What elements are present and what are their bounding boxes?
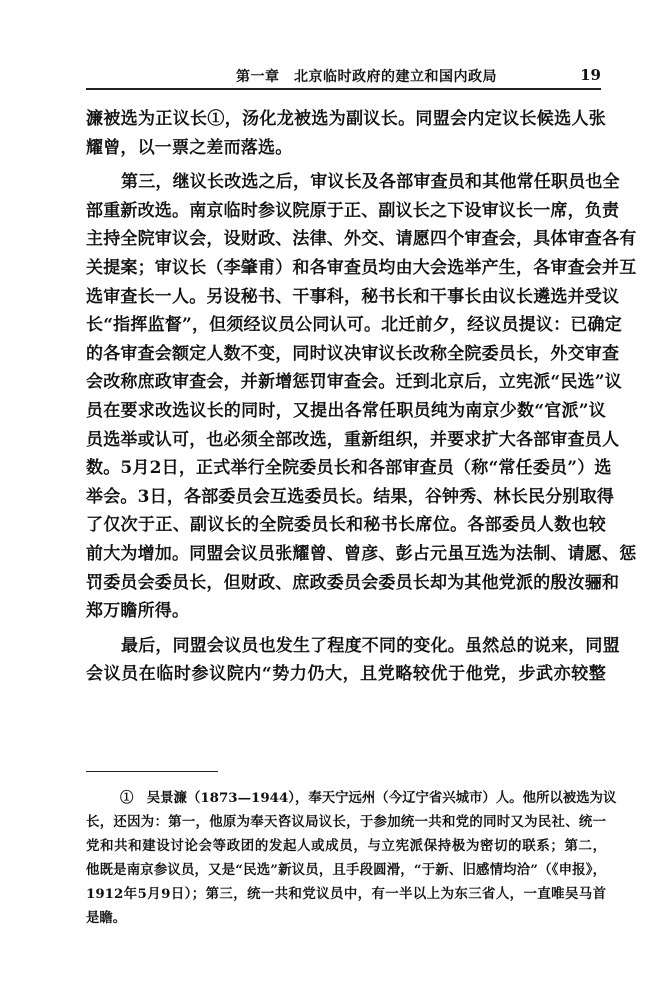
text-line: 濂被选为正议长①，汤化龙被选为副议长。同盟会内定议长候选人张 — [86, 109, 606, 129]
text-line: 会改称庶政审查会，并新增惩罚审查会。迁到北京后，立宪派“民选”议 — [86, 372, 622, 393]
text-line: 数。5月2日，正式举行全院委员长和各部审查员（称“常任委员”）选 — [86, 458, 612, 479]
paragraph — [86, 632, 620, 689]
text-line: 选审查长一人。另设秘书、干事科，秘书长和干事长由议长遴选并受议 — [86, 286, 620, 307]
text-line: 罚委员会委员长，但财政、庶政委员会委员长却为其他党派的殷汝骊和 — [86, 572, 620, 593]
footnote — [86, 786, 617, 930]
footnote-line: ① 吴景濂（1873—1944），奉天宁远州（今辽宁省兴城市）人。他所以被选为议 — [120, 790, 617, 806]
text-line: 举会。3日，各部委员会互选委员长。结果，谷钟秀、林长民分别取得 — [86, 486, 615, 507]
chapter-title: 第一章 北京临时政府的建立和国内政局 — [236, 69, 497, 85]
footnote-line: 党和共和建设讨论会等政团的发起人或成员，与立宪派保持极为密切的联系；第二， — [86, 838, 606, 854]
running-header — [86, 62, 601, 90]
text-line: 郑万瞻所得。 — [86, 601, 190, 622]
footnote-line: 长，还因为：第一，他原为奉天咨议局议长，于参加统一共和党的同时又为民社、统一 — [86, 814, 606, 830]
text-line: 的各审查会额定人数不变，同时议决审议长改称全院委员长，外交审查 — [86, 343, 620, 364]
page-number: 19 — [580, 66, 601, 84]
text-line: 耀曾，以一票之差而落选。 — [86, 137, 293, 158]
paragraph — [86, 105, 606, 162]
footnote-divider — [86, 771, 218, 772]
text-line: 员在要求改选议长的同时，又提出各常任职员纯为南京少数“官派”议 — [86, 400, 606, 421]
paragraph — [86, 168, 637, 626]
text-line: 了仅次于正、副议长的全院委员长和秘书长席位。各部委员人数也较 — [86, 515, 606, 536]
text-line: 最后，同盟会议员也发生了程度不同的变化。虽然总的说来，同盟 — [121, 635, 620, 656]
text-line: 第三，继议长改选之后，审议长及各部审查员和其他常任职员也全 — [121, 172, 620, 193]
text-line: 会议员在临时参议院内“势力仍大，且党略较优于他党，步武亦较整 — [86, 664, 606, 685]
footnote-line: 1912年5月9日）；第三，统一共和党议员中，有一半以上为东三省人，一直唯吴马首 — [86, 886, 606, 902]
text-line: 长“指挥监督”，但须经议员公同认可。北迁前夕，经议员提议：已确定 — [86, 315, 622, 336]
text-line: 关提案；审议长（李肇甫）和各审查员均由大会选举产生，各审查会并互 — [86, 257, 637, 278]
text-line: 主持全院审议会，设财政、法律、外交、请愿四个审查会，具体审查各有 — [86, 229, 637, 250]
body-text — [86, 105, 637, 689]
text-line: 员选举或认可，也必须全部改选，重新组织，并要求扩大各部审查员人 — [86, 429, 620, 450]
footnote-line: 是瞻。 — [86, 910, 127, 926]
footnote-line: 他既是南京参议员，又是“民选”新议员，且手段圆滑，“于新、旧感情均洽”（《申报》， — [86, 862, 606, 878]
text-line: 部重新改选。南京临时参议院原于正、副议长之下设审议长一席，负责 — [86, 200, 620, 221]
text-line: 前大为增加。同盟会议员张耀曾、曾彦、彭占元虽互选为法制、请愿、惩 — [86, 543, 637, 564]
